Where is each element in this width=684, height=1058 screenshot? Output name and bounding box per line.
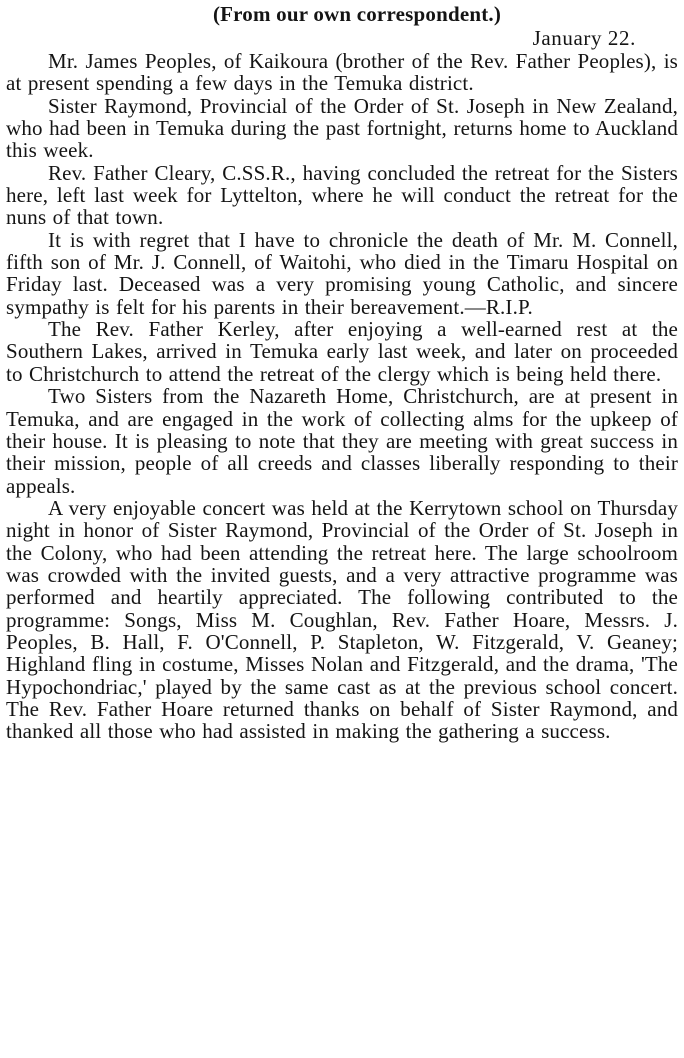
paragraph-father-cleary-retreat: Rev. Father Cleary, C.SS.R., having concluded the retreat for the Sisters here, left last week for Lyttelton, where he will conduct the retreat for the nuns of that town. [6,160,678,230]
paragraph-sister-raymond-departure: Sister Raymond, Provincial of the Order of St. Joseph in New Zealand, who had been in Temuka during the past fortnight, returns home to Auckland this week. [6,93,678,163]
paragraph-father-kerley: The Rev. Father Kerley, after enjoying a well-earned rest at the Southern Lakes, arrived in Temuka early last week, and later on proceeded to Christchurch to attend the retreat of the clergy which is being held there. [6,317,678,386]
paragraph-peoples-visit: Mr. James Peoples, of Kaikoura (brother of the Rev. Father Peoples), is at present spending a few days in the Temuka district. [6,49,678,96]
dateline: January 22. [532,26,636,50]
article-column [6,2,678,743]
paragraph-connell-obituary: It is with regret that I have to chronicle the death of Mr. M. Connell, fifth son of Mr. J. Connell, of Waitohi, who died in the Timaru Hospital on Friday last. Deceased was a very promising young Catholic, and sincere sympathy is felt for his parents in their bereavement.—R.I.P. [6,227,678,319]
paragraph-kerrytown-concert: A very enjoyable concert was held at the Kerrytown school on Thursday night in honor of Sister Raymond, Provincial of the Order of St. Joseph in the Colony, who had been attending the retreat here. The large schoolroom was crowded with the invited guests, and a very attractive programme was performed and heartily appreciated. The following contributed to the programme: Songs, Miss M. Coughlan, Rev. Father Hoare, Messrs. J. Peoples, B. Hall, F. O'Connell, P. Stapleton, W. Fitzgerald, V. Geaney; Highland fling in costume, Misses Nolan and Fitzgerald, and the drama, 'The Hypochondriac,' played by the same cast as at the previous school concert. The Rev. Father Hoare returned thanks on behalf of Sister Raymond, and thanked all those who had assisted in making the gathering a success. [6,495,678,744]
paragraph-nazareth-sisters: Two Sisters from the Nazareth Home, Christchurch, are at present in Temuka, and are engaged in the work of collecting alms for the upkeep of their house. It is pleasing to note that they are meeting with great success in their mission, people of all creeds and classes liberally responding to their appeals. [6,384,678,498]
correspondent-heading: (From our own correspondent.) [212,2,502,26]
